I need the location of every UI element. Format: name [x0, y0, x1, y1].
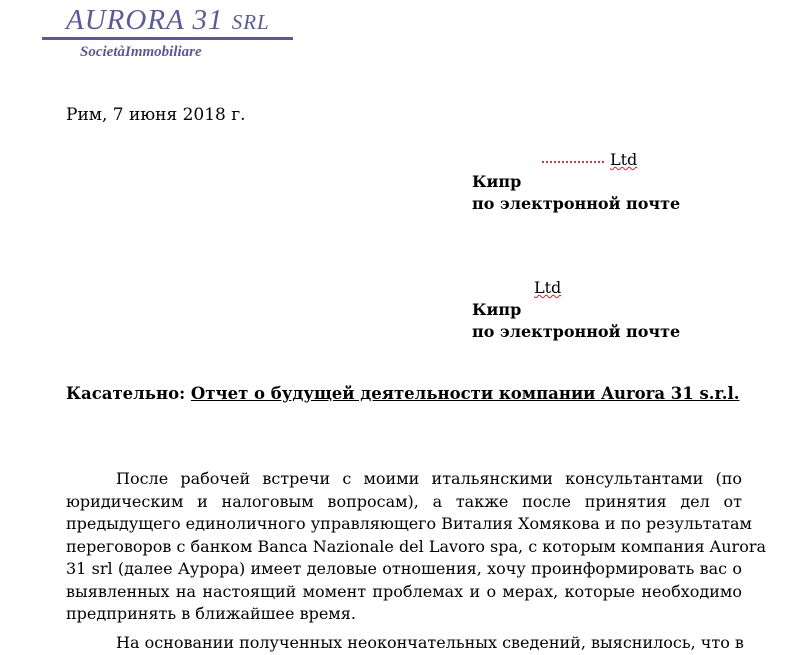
- paragraph-line: На основании полученных неокончательных сведений, выяснилось, что в: [116, 633, 744, 652]
- letter-date: Рим, 7 июня 2018 г.: [66, 105, 246, 125]
- company-logo-subtitle: SocietàImmobiliare: [80, 44, 202, 60]
- recipient-delivery: по электронной почте: [472, 322, 681, 341]
- paragraph-line: предпринять в ближайшее время.: [66, 604, 356, 623]
- paragraph-line: 31 srl (далее Аурора) имеет деловые отношения, хочу проинформировать вас о: [66, 559, 742, 578]
- recipient-delivery: по электронной почте: [472, 194, 681, 213]
- paragraph-line: юридическим и налоговым вопросам), а также после принятия дел от: [66, 491, 742, 511]
- company-logo-title: AURORA 31 SRL: [66, 4, 270, 36]
- subject-label: Касательно:: [66, 384, 186, 403]
- subject-text: Отчет о будущей деятельности компании Aurora 31 s.r.l.: [190, 384, 740, 403]
- body-paragraph-2: [66, 632, 742, 655]
- body-paragraph-1: [66, 468, 767, 626]
- recipient-company: Ltd: [472, 149, 680, 171]
- paragraph-line: После рабочей встречи с моими итальянскими консультантами (по: [116, 469, 742, 488]
- recipient-company: Ltd: [534, 278, 562, 297]
- paragraph-line: предыдущего единоличного управляющего Виталия Хомякова и по результатам: [66, 514, 752, 533]
- recipient-block-1: [472, 149, 680, 215]
- recipient-country: Кипр: [472, 300, 522, 319]
- logo-divider: [42, 37, 293, 40]
- recipient-block-2: [472, 277, 680, 343]
- paragraph-line: переговоров с банком Banca Nazionale del Lavoro spa, с которым компания Aurora: [66, 536, 767, 556]
- paragraph-line: выявленных на настоящий момент проблемах и о мерах, которые необходимо: [66, 581, 742, 601]
- letter-subject: [66, 384, 739, 403]
- redaction-mark: [542, 159, 604, 163]
- recipient-country: Кипр: [472, 172, 522, 191]
